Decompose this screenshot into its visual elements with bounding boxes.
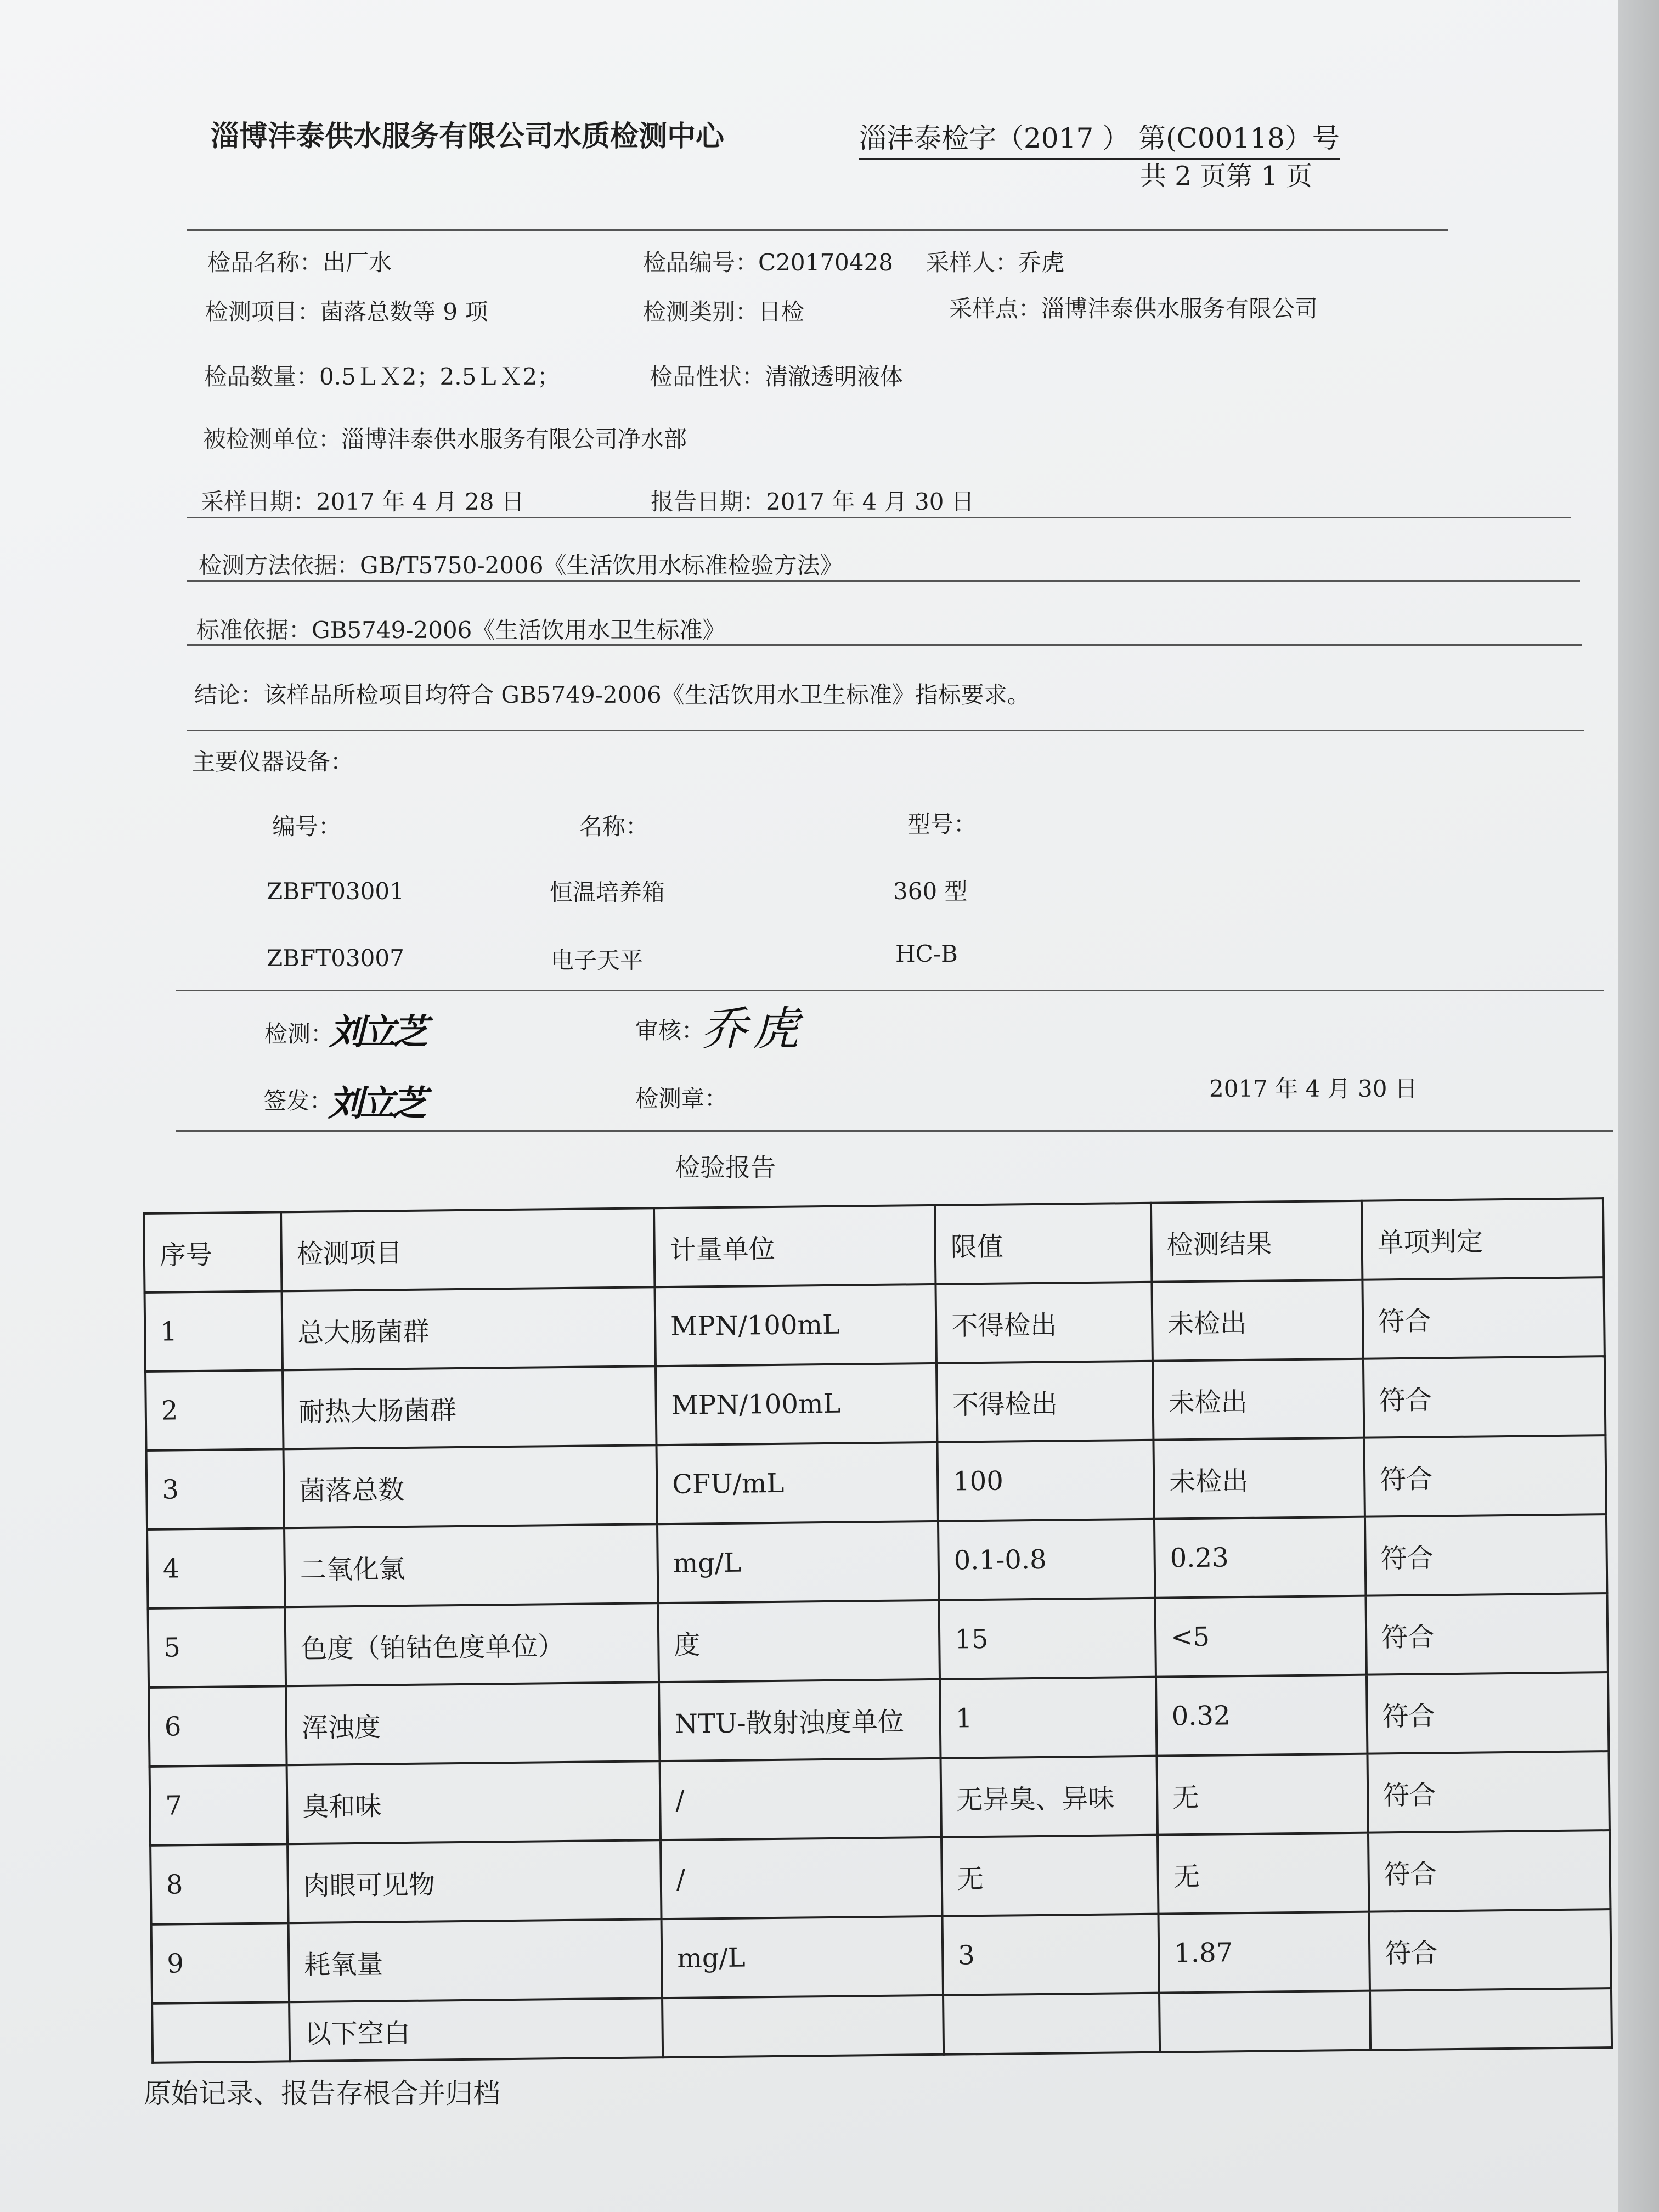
issued-label: 签发： <box>263 1087 333 1114</box>
equipment-col-name: 名称： <box>579 813 649 840</box>
cell-unit: MPN/100mL <box>656 1363 937 1445</box>
unit-row <box>203 421 687 454</box>
unit-label: 被检测单位： <box>203 426 342 453</box>
col-header-no: 序号 <box>144 1212 281 1293</box>
conclusion: 该样品所检项目均符合 GB5749-2006《生活饮用水卫生标准》指标要求。 <box>263 681 1030 708</box>
cell-item: 总大肠菌群 <box>282 1287 656 1370</box>
cell-judgement: 符合 <box>1363 1356 1605 1438</box>
cell-unit: MPN/100mL <box>654 1284 936 1366</box>
cell-no: 1 <box>145 1291 283 1372</box>
cell-result: 0.23 <box>1154 1517 1365 1598</box>
cell-unit <box>662 1995 944 2057</box>
tested-signature: 刘立芝 <box>329 1012 425 1053</box>
cell-result: 未检出 <box>1153 1438 1364 1519</box>
cell-no: 3 <box>146 1449 284 1530</box>
property-row <box>650 359 903 392</box>
items-label: 检测项目： <box>205 298 321 325</box>
quantity: 0.5ＬＸ2；2.5ＬＸ2； <box>319 363 561 390</box>
site-row <box>949 291 1318 324</box>
cell-judgement: 符合 <box>1369 1909 1611 1991</box>
report-table <box>143 1197 1613 2064</box>
col-header-result: 检测结果 <box>1151 1201 1362 1282</box>
method-row <box>199 548 843 580</box>
sample-name-label: 检品名称： <box>207 249 323 276</box>
items-row <box>205 294 488 327</box>
cell-no: 9 <box>151 1923 289 2004</box>
page-info: 共 2 页第 1 页 <box>1140 161 1313 191</box>
cell-item: 二氧化氯 <box>284 1524 658 1607</box>
sample-no-label: 检品编号： <box>643 249 759 276</box>
conclusion-label: 结论： <box>194 681 264 708</box>
cell-no <box>152 2002 290 2063</box>
cell-result: 未检出 <box>1153 1359 1364 1440</box>
sample-no-row <box>643 245 893 278</box>
property: 清澈透明液体 <box>765 363 904 390</box>
standard-row <box>196 612 725 645</box>
issued-signature: 刘立芝 <box>328 1084 424 1124</box>
cell-judgement: 符合 <box>1365 1514 1607 1596</box>
divider <box>187 517 1571 518</box>
cell-judgement: 符合 <box>1367 1751 1609 1833</box>
cell-item: 耐热大肠菌群 <box>283 1366 656 1449</box>
table-row <box>150 1751 1610 1846</box>
divider <box>176 1130 1613 1132</box>
report-number: 淄沣泰检字（2017 ） 第(C00118）号 <box>859 116 1340 160</box>
col-header-item: 检测项目 <box>281 1208 654 1291</box>
equipment-col-model: 型号： <box>907 811 977 838</box>
sample-date: 2017 年 4 月 28 日 <box>316 488 524 515</box>
table-row <box>151 1909 1611 2004</box>
cell-result: 无 <box>1158 1833 1369 1914</box>
cell-limit: 100 <box>937 1440 1154 1521</box>
cell-result: 1.87 <box>1158 1912 1369 1993</box>
equipment-title: 主要仪器设备： <box>192 748 354 775</box>
sign-date: 2017 年 4 月 30 日 <box>1209 1075 1418 1102</box>
category-label: 检测类别： <box>643 298 759 325</box>
report-date-row <box>651 484 974 517</box>
sampler-row <box>926 245 1064 278</box>
equipment-row-1-name: 恒温培养箱 <box>550 879 665 906</box>
sample-date-row <box>201 484 524 517</box>
conclusion-row <box>194 677 1030 710</box>
standard: GB5749-2006《生活饮用水卫生标准》 <box>312 617 726 644</box>
stamp-label: 检测章： <box>635 1085 728 1112</box>
category: 日检 <box>758 298 805 325</box>
sample-name-row <box>207 245 392 278</box>
sampler-label: 采样人： <box>926 249 1019 276</box>
cell-item: 臭和味 <box>287 1761 661 1844</box>
equipment-row-2-model: HC-B <box>895 940 958 967</box>
cell-limit: 1 <box>940 1677 1156 1758</box>
cell-limit: 不得检出 <box>936 1361 1153 1442</box>
cell-unit: / <box>661 1837 942 1919</box>
cell-limit: 0.1-0.8 <box>938 1519 1155 1600</box>
cell-limit <box>943 1993 1160 2055</box>
quantity-row <box>204 359 560 392</box>
cell-judgement: 符合 <box>1365 1593 1607 1675</box>
cell-limit: 无异臭、异味 <box>940 1756 1157 1837</box>
equipment-row-2-name: 电子天平 <box>551 947 644 974</box>
divider <box>187 644 1582 646</box>
table-row <box>147 1514 1607 1609</box>
sample-no: C20170428 <box>758 249 893 276</box>
cell-judgement: 符合 <box>1362 1277 1604 1359</box>
report-date: 2017 年 4 月 30 日 <box>766 488 974 515</box>
divider <box>176 990 1604 991</box>
col-header-limit: 限值 <box>935 1203 1152 1284</box>
cell-item: 以下空白 <box>289 1998 663 2061</box>
cell-judgement: 符合 <box>1367 1672 1609 1754</box>
quantity-label: 检品数量： <box>204 363 320 390</box>
category-row <box>643 294 804 327</box>
cell-unit: NTU-散射浊度单位 <box>659 1679 940 1761</box>
table-row <box>146 1435 1606 1530</box>
cell-no: 6 <box>149 1686 286 1767</box>
items: 菌落总数等 9 项 <box>320 298 488 325</box>
standard-label: 标准依据： <box>196 617 312 644</box>
cell-unit: / <box>660 1758 941 1840</box>
table-row <box>145 1356 1605 1451</box>
divider <box>187 229 1448 231</box>
cell-limit: 不得检出 <box>935 1282 1152 1363</box>
site-label: 采样点： <box>949 295 1042 322</box>
sampler: 乔虎 <box>1018 249 1065 276</box>
cell-item: 耗氧量 <box>289 1919 662 2002</box>
table-row <box>145 1277 1605 1372</box>
method: GB/T5750-2006《生活饮用水标准检验方法》 <box>360 552 843 579</box>
table-header-row <box>144 1198 1604 1293</box>
method-label: 检测方法依据： <box>199 552 360 579</box>
cell-result: <5 <box>1155 1596 1366 1677</box>
equipment-row-1-model: 360 型 <box>893 878 968 905</box>
cell-limit: 无 <box>941 1835 1158 1916</box>
cell-result <box>1159 1991 1370 2052</box>
reviewed-label: 审核： <box>635 1017 705 1044</box>
cell-unit: mg/L <box>657 1521 939 1603</box>
cell-limit: 3 <box>943 1914 1159 1995</box>
col-header-unit: 计量单位 <box>654 1205 935 1287</box>
sample-date-label: 采样日期： <box>201 488 317 515</box>
cell-item: 色度（铂钴色度单位） <box>285 1603 659 1686</box>
table-row <box>149 1672 1609 1767</box>
table-row <box>150 1830 1610 1925</box>
cell-judgement: 符合 <box>1364 1435 1606 1517</box>
table-row <box>148 1593 1608 1688</box>
report-date-label: 报告日期： <box>651 488 766 515</box>
cell-result: 0.32 <box>1156 1675 1367 1756</box>
cell-item: 浑浊度 <box>286 1682 659 1765</box>
equipment-col-no: 编号： <box>272 813 342 840</box>
cell-limit: 15 <box>939 1598 1155 1679</box>
col-header-judgement: 单项判定 <box>1362 1198 1604 1280</box>
report-title: 检验报告 <box>675 1153 776 1182</box>
cell-judgement <box>1370 1988 1612 2050</box>
org-title: 淄博沣泰供水服务有限公司水质检测中心 <box>211 120 725 153</box>
unit: 淄博沣泰供水服务有限公司净水部 <box>341 426 687 453</box>
cell-no: 2 <box>145 1370 283 1451</box>
divider <box>187 730 1584 731</box>
cell-item: 肉眼可见物 <box>287 1840 661 1923</box>
footer-note: 原始记录、报告存根合并归档 <box>144 2078 500 2109</box>
divider <box>187 580 1580 582</box>
equipment-row-2-no: ZBFT03007 <box>267 945 404 972</box>
cell-no: 8 <box>150 1844 288 1925</box>
cell-result: 无 <box>1156 1754 1368 1835</box>
reviewed-signature: 乔虎 <box>701 1002 805 1056</box>
cell-result: 未检出 <box>1152 1280 1363 1361</box>
sample-name: 出厂水 <box>323 249 392 276</box>
equipment-row-1-no: ZBFT03001 <box>267 878 404 905</box>
cell-unit: 度 <box>658 1600 940 1682</box>
cell-no: 5 <box>148 1607 286 1688</box>
cell-judgement: 符合 <box>1368 1830 1610 1912</box>
cell-item: 菌落总数 <box>284 1445 657 1528</box>
cell-no: 7 <box>150 1765 287 1846</box>
cell-no: 4 <box>147 1528 285 1609</box>
tested-label: 检测： <box>264 1020 334 1047</box>
paper-edge <box>1618 0 1659 2212</box>
cell-unit: CFU/mL <box>656 1442 938 1524</box>
cell-unit: mg/L <box>662 1916 943 1998</box>
site: 淄博沣泰供水服务有限公司 <box>1041 295 1318 322</box>
property-label: 检品性状： <box>650 363 765 390</box>
